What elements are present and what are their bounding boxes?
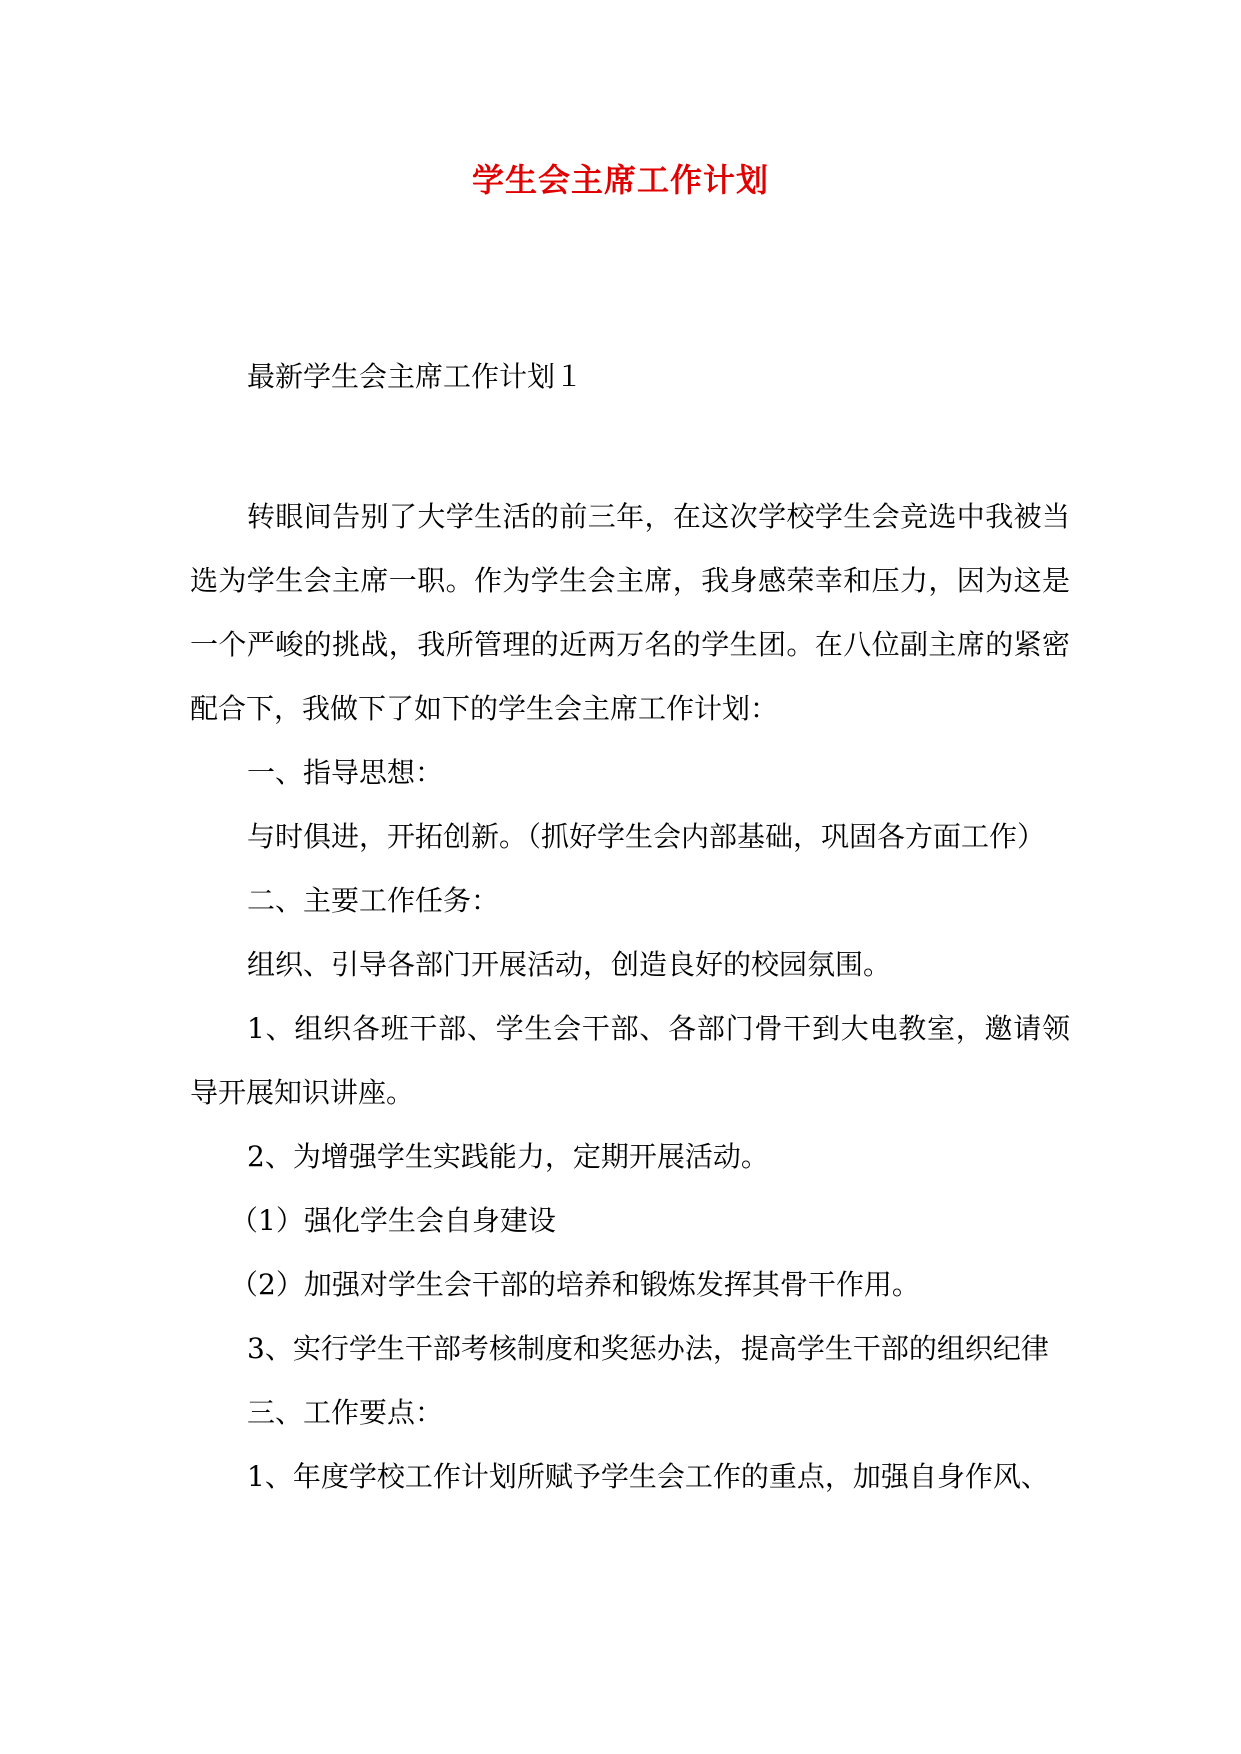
document-subtitle: 最新学生会主席工作计划１ bbox=[247, 360, 584, 393]
paragraph-main-tasks: 组织、引导各部门开展活动，创造良好的校园氛围。 bbox=[247, 948, 892, 981]
paragraph-intro: 转眼间告别了大学生活的前三年，在这次学校学生会竞选中我被当选为学生会主席一职。作为学生会主席，我身感荣幸和压力，因为这是一个严峻的挑战，我所管理的近两万名的学生团。在八位副主席的紧密配合下，我做下了如下的学生会主席工作计划： bbox=[190, 500, 1070, 725]
document-title: 学生会主席工作计划 bbox=[471, 161, 769, 199]
list-item-work-1: 1、年度学校工作计划所赋予学生会工作的重点，加强自身作风、 bbox=[247, 1460, 1049, 1493]
list-item-2: 2、为增强学生实践能力，定期开展活动。 bbox=[247, 1140, 769, 1173]
document-body bbox=[190, 485, 1070, 1509]
heading-main-tasks: 二、主要工作任务： bbox=[247, 884, 500, 917]
sub-item-2: （2）加强对学生会干部的培养和锻炼发挥其骨干作用。 bbox=[230, 1268, 920, 1301]
heading-work-points: 三、工作要点： bbox=[247, 1396, 444, 1429]
list-item-1: 1、组织各班干部、学生会干部、各部门骨干到大电教室，邀请领导开展知识讲座。 bbox=[190, 1012, 1070, 1109]
paragraph-guiding-thought: 与时俱进，开拓创新。（抓好学生会内部基础，巩固各方面工作） bbox=[247, 820, 1046, 853]
list-item-3: 3、实行学生干部考核制度和奖惩办法，提高学生干部的组织纪律 bbox=[247, 1332, 1049, 1365]
sub-item-1: （1）强化学生会自身建设 bbox=[230, 1204, 556, 1237]
heading-guiding-thought: 一、指导思想： bbox=[247, 756, 444, 789]
